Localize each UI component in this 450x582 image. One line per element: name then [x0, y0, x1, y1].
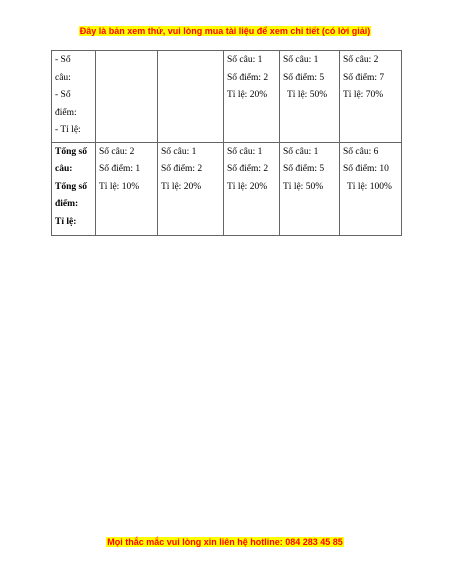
row-header-line: Tỉ lệ:: [55, 216, 77, 227]
percentage: Tỉ lệ: 50%: [287, 90, 328, 100]
table-cell: [96, 51, 158, 143]
total-row-header-cell: [52, 142, 96, 235]
preview-banner-text: Đây là bản xem thử, vui lòng mua tài liệu để xem chi tiết (có lời giải): [79, 26, 371, 36]
question-count: Số câu: 2: [99, 146, 135, 157]
table-cell: [340, 142, 402, 235]
row-header-cell: [52, 51, 96, 143]
row-header-line: câu:: [55, 72, 71, 83]
table-cell: [158, 51, 224, 143]
percentage: Tỉ lệ: 70%: [343, 90, 384, 100]
percentage: Tỉ lệ: 20%: [227, 181, 268, 192]
preview-banner: [0, 25, 450, 37]
hotline-banner-text: Mọi thắc mắc vui lòng xin liên hệ hotline: 084 283 45 85: [107, 537, 343, 547]
table-row: [52, 142, 402, 235]
row-header-line: câu:: [55, 164, 73, 174]
percentage: Tỉ lệ: 20%: [161, 181, 202, 192]
table-cell: [96, 142, 158, 235]
score-value: Số điểm: 10: [343, 164, 389, 174]
table-cell: [280, 51, 340, 143]
table-cell: [224, 142, 280, 235]
question-count: Số câu: 1: [227, 146, 263, 157]
table-cell: [224, 51, 280, 143]
score-value: Số điểm: 2: [227, 164, 269, 174]
score-value: Số điểm: 5: [283, 164, 325, 174]
row-header-line: điểm:: [55, 107, 77, 118]
row-header-line: - Số: [55, 90, 71, 100]
question-count: Số câu: 1: [283, 55, 319, 65]
percentage: Tỉ lệ: 10%: [99, 181, 140, 192]
question-count: Số câu: 6: [343, 146, 379, 157]
score-value: Số điểm: 2: [227, 72, 269, 83]
percentage: Tỉ lệ: 100%: [347, 181, 392, 192]
row-header-line: - Tỉ lệ:: [55, 125, 81, 135]
percentage: Tỉ lệ: 50%: [283, 181, 324, 192]
row-header-line: - Số: [55, 55, 71, 65]
score-matrix-table: [51, 50, 402, 236]
row-header-line: Tổng số: [55, 181, 87, 192]
score-value: Số điểm: 1: [99, 164, 141, 174]
table-row: [52, 51, 402, 143]
score-value: Số điểm: 5: [283, 72, 325, 83]
table-cell: [280, 142, 340, 235]
question-count: Số câu: 1: [161, 146, 197, 157]
score-value: Số điểm: 7: [343, 72, 385, 83]
table-cell: [340, 51, 402, 143]
score-value: Số điểm: 2: [161, 164, 203, 174]
row-header-line: điểm:: [55, 199, 79, 209]
hotline-banner: [0, 536, 450, 548]
question-count: Số câu: 1: [283, 146, 319, 157]
table-cell: [158, 142, 224, 235]
percentage: Tỉ lệ: 20%: [227, 90, 268, 100]
question-count: Số câu: 1: [227, 55, 263, 65]
question-count: Số câu: 2: [343, 55, 379, 65]
row-header-line: Tổng số: [55, 146, 87, 157]
